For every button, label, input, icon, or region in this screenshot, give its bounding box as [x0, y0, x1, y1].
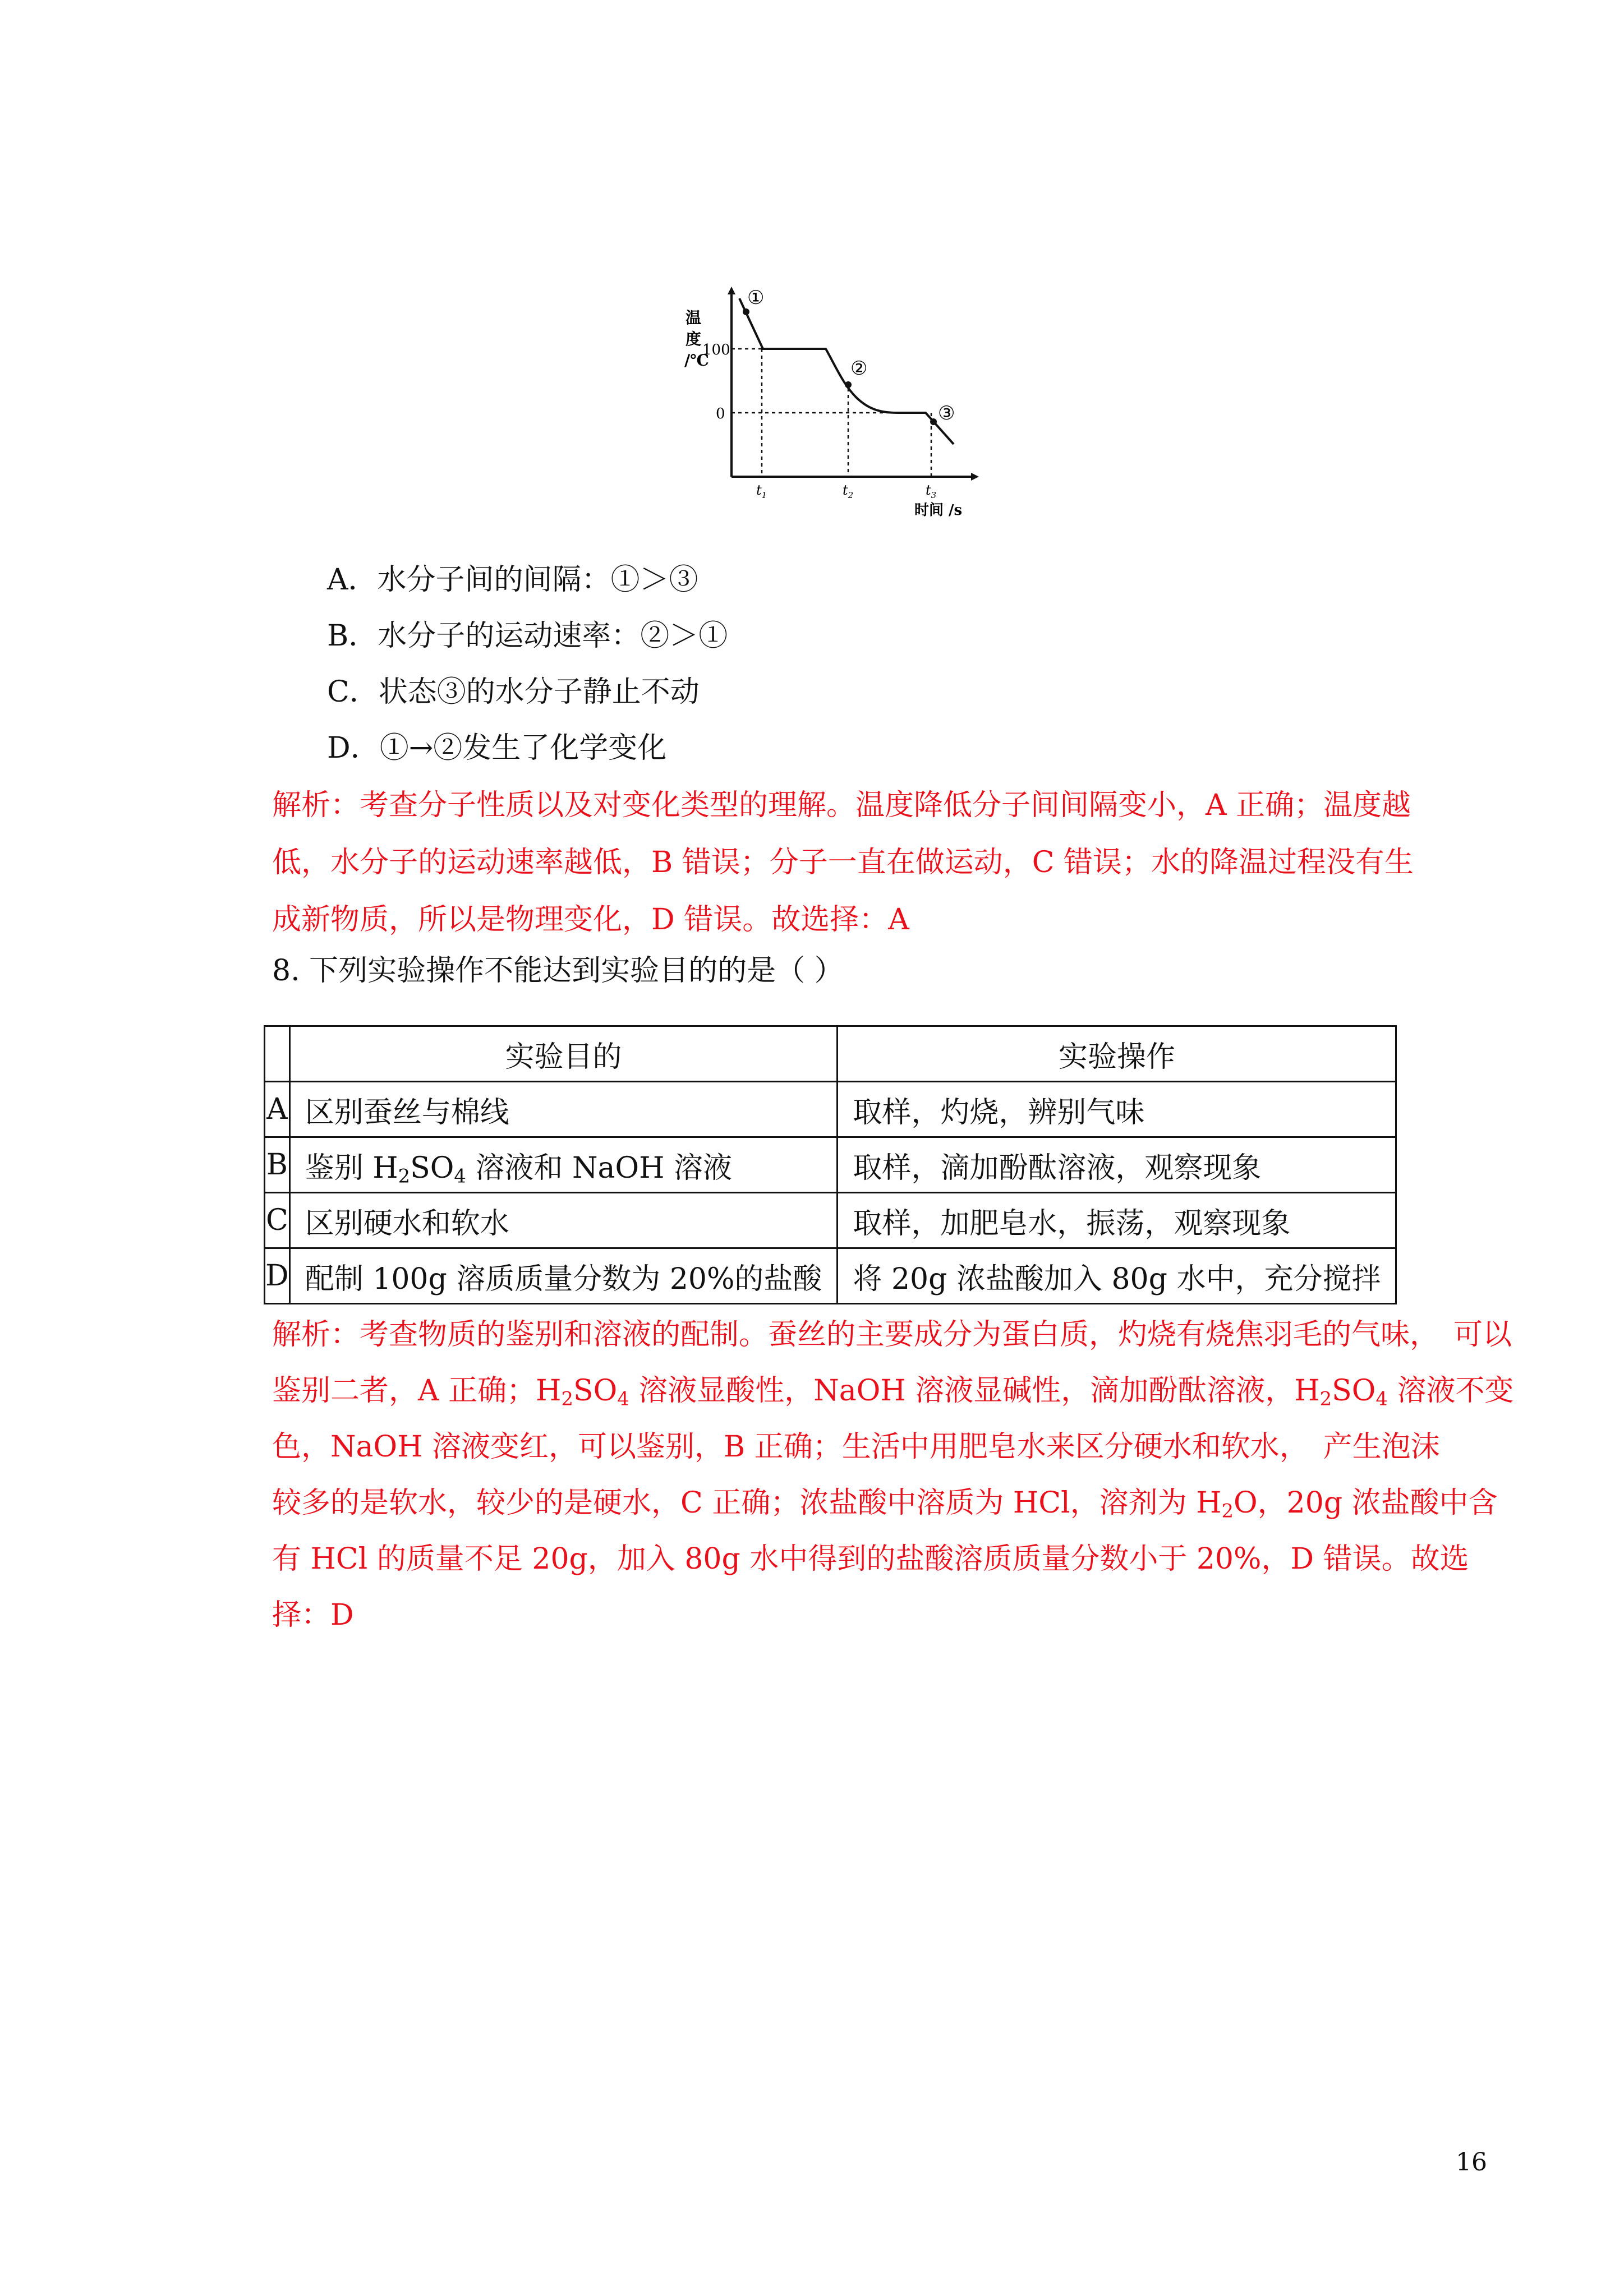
- marker-3: ③: [938, 402, 955, 425]
- table-row: [265, 1137, 1396, 1193]
- y-tick-0: 0: [716, 405, 725, 422]
- xlabel: 时间 /s: [914, 502, 963, 519]
- temperature-curve: [739, 298, 954, 444]
- ylabel-line-1: 温: [686, 308, 702, 327]
- row-key: C: [265, 1193, 290, 1248]
- q8-analysis-line: 解析：考查物质的鉴别和溶液的配制。蚕丝的主要成分为蛋白质，灼烧有烧焦羽毛的气味， 可以: [272, 1318, 1512, 1352]
- q7-option-c: C．状态③的水分子静止不动: [327, 675, 700, 709]
- row-key: D: [265, 1248, 290, 1304]
- x-tick-t1: $t_1$: [756, 482, 767, 500]
- table-header-row: [265, 1026, 1396, 1082]
- q8-title: 8. 下列实验操作不能达到实验目的的是（ ）: [272, 954, 844, 988]
- ylabel-line-2: 度: [686, 330, 702, 348]
- q7-option-b: B．水分子的运动速率：②＞①: [327, 619, 728, 653]
- row-aim: 区别硬水和软水: [289, 1193, 838, 1248]
- row-op: 将 20g 浓盐酸加入 80g 水中，充分搅拌: [838, 1248, 1396, 1304]
- q7-analysis-line: 低，水分子的运动速率越低，B 错误；分子一直在做运动，C 错误；水的降温过程没有生: [272, 846, 1414, 879]
- point-1: [743, 308, 749, 315]
- row-aim: 鉴别 $H_2SO_4$ 溶液和 NaOH 溶液: [289, 1137, 838, 1193]
- row-op: 取样，加肥皂水，振荡，观察现象: [838, 1193, 1396, 1248]
- row-op: 取样，滴加酚酞溶液，观察现象: [838, 1137, 1396, 1193]
- experiment-table: [264, 1025, 1397, 1304]
- table-row: [265, 1082, 1396, 1137]
- ylabel-line-3: /℃: [684, 351, 709, 370]
- q7-analysis-line: 成新物质，所以是物理变化，D 错误。故选择：A: [272, 903, 909, 937]
- point-3: [930, 418, 937, 425]
- q7-option-d: D．①→②发生了化学变化: [327, 731, 667, 765]
- q7-analysis: [272, 777, 1414, 948]
- point-2: [845, 381, 852, 388]
- q7-analysis-line: 解析：考查分子性质以及对变化类型的理解。温度降低分子间间隔变小，A 正确；温度越: [272, 789, 1411, 822]
- q8-analysis-line: 择：D: [272, 1598, 354, 1632]
- marker-1: ①: [747, 287, 765, 309]
- y-tick-100: 100: [702, 342, 730, 358]
- x-tick-t3: $t_3$: [926, 482, 937, 500]
- row-op: 取样，灼烧，辨别气味: [838, 1082, 1396, 1137]
- page-number: 16: [1456, 2148, 1487, 2177]
- q7-option-a: A．水分子间的间隔：①＞③: [327, 563, 698, 597]
- marker-2: ②: [850, 357, 868, 380]
- table-header-op: 实验操作: [838, 1026, 1396, 1082]
- row-key: B: [265, 1137, 290, 1193]
- table-row: [265, 1193, 1396, 1248]
- row-key: A: [265, 1082, 290, 1137]
- table-header-blank: [265, 1026, 290, 1082]
- q8-analysis-line: 色，NaOH 溶液变红，可以鉴别，B 正确；生活中用肥皂水来区分硬水和软水， 产生泡沫: [272, 1430, 1440, 1464]
- table-header-aim: 实验目的: [289, 1026, 838, 1082]
- row-aim: 配制 100g 溶质质量分数为 20%的盐酸: [289, 1248, 838, 1304]
- q8-analysis: [272, 1307, 1514, 1643]
- x-tick-t2: $t_2$: [843, 482, 854, 500]
- table-row: [265, 1248, 1396, 1304]
- q8-analysis-line: 有 HCl 的质量不足 20g，加入 80g 水中得到的盐酸溶质质量分数小于 20%，D 错误。故选: [272, 1542, 1469, 1576]
- row-aim: 区别蚕丝与棉线: [289, 1082, 838, 1137]
- q8-analysis-line: 鉴别二者，A 正确；$H_2SO_4$ 溶液显酸性，NaOH 溶液显碱性，滴加酚酞溶液，$H_2SO_4$ 溶液不变: [272, 1374, 1514, 1410]
- cooling-curve-figure: [684, 275, 999, 522]
- q8-analysis-line: 较多的是软水，较少的是硬水，C 正确；浓盐酸中溶质为 HCl，溶剂为 $H_2O$，20g 浓盐酸中含: [272, 1486, 1498, 1522]
